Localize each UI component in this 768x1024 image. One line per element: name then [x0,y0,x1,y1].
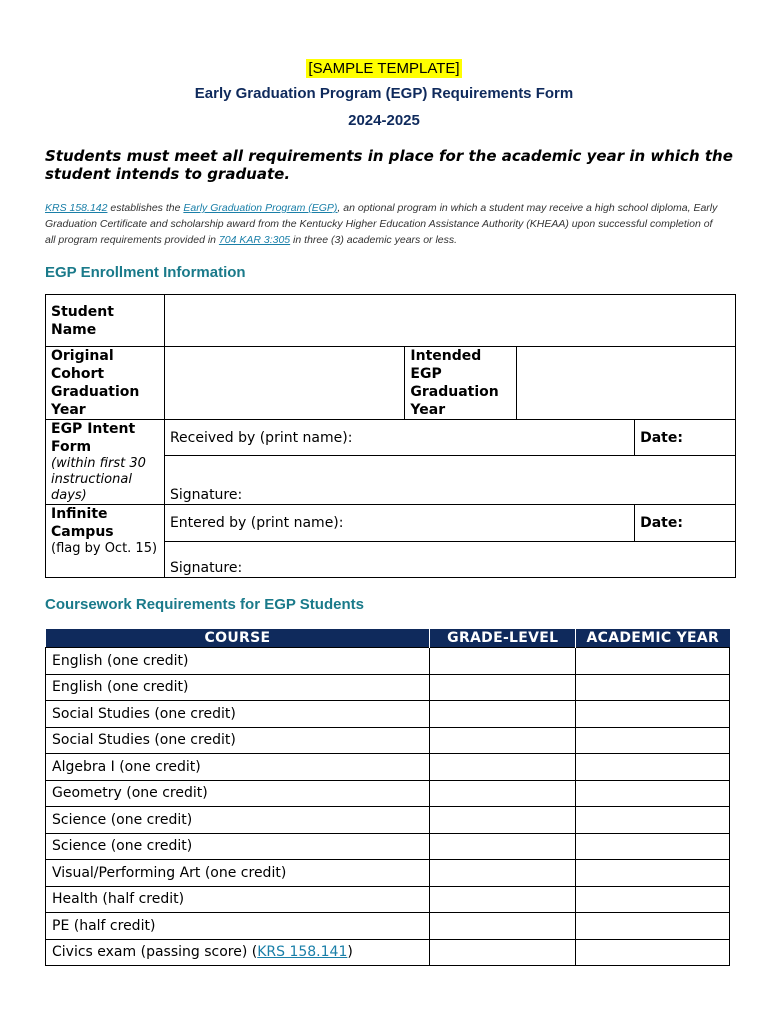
civics-suffix: ) [347,944,353,961]
campus-signature-label: Signature: [169,560,243,576]
krs-158-141-link[interactable]: KRS 158.141 [257,944,348,961]
entered-date-field[interactable] [635,505,736,542]
intent-form-label: EGP Intent Form (within first 30 instructional days) [46,420,165,505]
requirement-note: Students must meet all requirements in place for the academic year in which the student intends to graduate. [45,147,733,183]
received-by-field[interactable] [164,420,634,456]
coursework-heading: Coursework Requirements for EGP Students [45,596,364,613]
grade-level-cell[interactable] [430,674,576,701]
original-cohort-label: Original Cohort Graduation Year [46,347,165,420]
academic-year-cell[interactable] [576,701,730,728]
infinite-campus-label: Infinite Campus (flag by Oct. 15) [46,505,165,578]
sample-template-label: [SAMPLE TEMPLATE] [308,60,460,77]
original-cohort-field[interactable] [164,347,404,420]
form-year: 2024-2025 [348,112,420,129]
academic-year-cell[interactable] [576,886,730,913]
table-row [46,674,730,701]
coursework-rows [46,648,730,966]
course-name: Social Studies (one credit) [46,701,430,728]
infinite-campus-note: (flag by Oct. 15) [51,541,158,556]
course-name [46,939,430,966]
course-column-header: COURSE [46,629,430,648]
course-name: Algebra I (one credit) [46,754,430,781]
academic-year-cell[interactable] [576,780,730,807]
grade-level-cell[interactable] [430,939,576,966]
campus-signature-field[interactable] [164,542,735,578]
grade-level-cell[interactable] [430,833,576,860]
received-by-label: Received by (print name): [169,429,353,446]
table-row [46,860,730,887]
received-date-label: Date: [640,429,683,446]
course-name: Health (half credit) [46,886,430,913]
grade-level-cell[interactable] [430,648,576,675]
grade-level-cell[interactable] [430,780,576,807]
course-name: English (one credit) [46,648,430,675]
grade-level-column-header: GRADE-LEVEL [430,629,576,648]
intent-form-note: (within first 30 instructional days) [51,456,146,503]
academic-year-cell[interactable] [576,939,730,966]
table-row [46,939,730,966]
intent-signature-field[interactable] [164,456,735,505]
table-row [46,727,730,754]
intended-egp-field[interactable] [517,347,736,420]
grade-level-cell[interactable] [430,807,576,834]
form-title: Early Graduation Program (EGP) Requirements Form [194,85,574,102]
entered-date-label: Date: [640,515,683,531]
enrollment-heading: EGP Enrollment Information [45,264,246,281]
table-row [46,807,730,834]
course-name: Science (one credit) [46,807,430,834]
704-kar-link[interactable]: 704 KAR 3:305 [218,234,291,246]
course-name: Visual/Performing Art (one credit) [46,860,430,887]
academic-year-column-header: ACADEMIC YEAR [576,629,730,648]
intro-paragraph: KRS 158.142 establishes the Early Graduation Program (EGP), an optional program in which a student may receive a high school diploma, Early Graduation Certificate and scholarship award from the Kentucky Higher Education Assistance Authority (KHEAA) upon successful completion of all program requirements provided in 704 KAR 3:305 in three (3) academic years or less. [45,202,718,246]
academic-year-cell[interactable] [576,807,730,834]
grade-level-cell[interactable] [430,860,576,887]
coursework-table [45,629,730,966]
grade-level-cell[interactable] [430,701,576,728]
intended-egp-label: Intended EGP Graduation Year [405,347,517,420]
enrollment-table [45,294,736,578]
table-row [46,833,730,860]
academic-year-cell[interactable] [576,833,730,860]
grade-level-cell[interactable] [430,727,576,754]
civics-label: Civics exam (passing score) ( [52,944,258,961]
grade-level-cell[interactable] [430,886,576,913]
received-date-field[interactable] [635,420,736,456]
course-name: PE (half credit) [46,913,430,940]
grade-level-cell[interactable] [430,754,576,781]
academic-year-cell[interactable] [576,727,730,754]
entered-by-field[interactable] [164,505,634,542]
table-row [46,780,730,807]
table-row [46,648,730,675]
table-row [46,701,730,728]
academic-year-cell[interactable] [576,648,730,675]
egp-link[interactable]: Early Graduation Program (EGP) [183,202,338,214]
grade-level-cell[interactable] [430,913,576,940]
intent-signature-label: Signature: [169,487,243,503]
academic-year-cell[interactable] [576,913,730,940]
student-name-label: Student Name [46,295,165,347]
course-name: Social Studies (one credit) [46,727,430,754]
table-row [46,886,730,913]
table-row [46,754,730,781]
academic-year-cell[interactable] [576,754,730,781]
krs-158-142-link[interactable]: KRS 158.142 [45,202,108,214]
academic-year-cell[interactable] [576,860,730,887]
student-name-field[interactable] [164,295,735,347]
course-name: English (one credit) [46,674,430,701]
course-name: Geometry (one credit) [46,780,430,807]
academic-year-cell[interactable] [576,674,730,701]
table-row [46,913,730,940]
course-name: Science (one credit) [46,833,430,860]
entered-by-label: Entered by (print name): [169,515,344,531]
